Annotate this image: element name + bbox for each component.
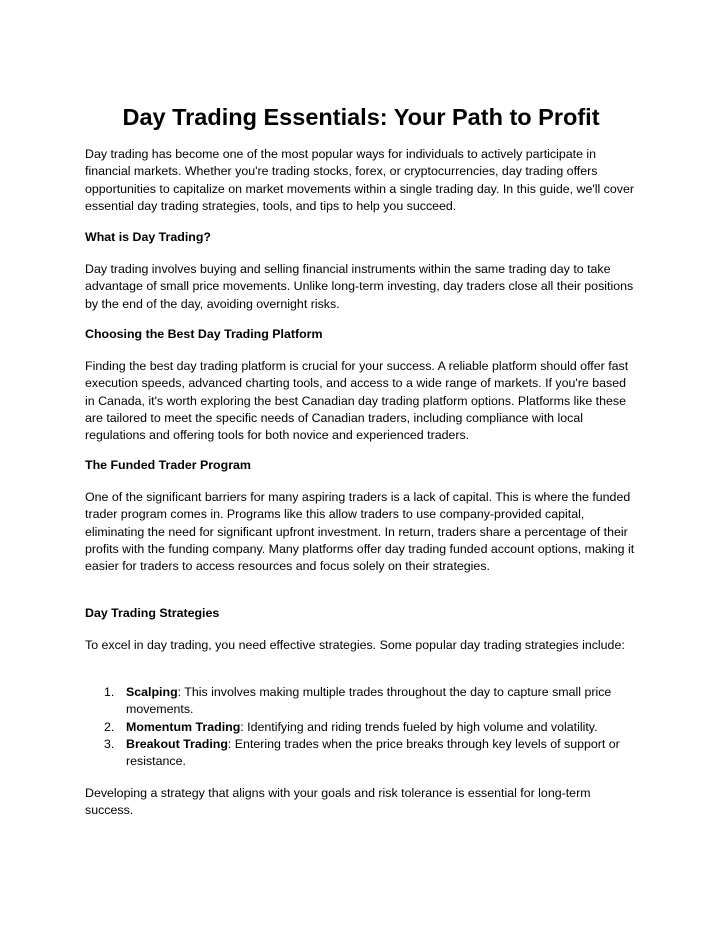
list-item — [85, 684, 637, 719]
list-item — [85, 719, 637, 736]
list-item-term: Momentum Trading — [126, 719, 241, 734]
section-body-what-is: Day trading involves buying and selling financial instruments within the same trading day to take advantage of small price movements. Unlike long-term investing, day traders close all their positions by the end of the day, avoiding overnight risks. — [85, 262, 634, 311]
list-item-description: : Entering trades when the price breaks through key levels of support or resistance. — [126, 736, 620, 769]
intro-paragraph: Day trading has become one of the most popular ways for individuals to actively participate in financial markets. Whether you're trading stocks, forex, or cryptocurrencies, day trading offers opportunities to capitalize on market movements within a single trading day. In this guide, we'll cover essential day trading strategies, tools, and tips to help you succeed. — [85, 147, 634, 213]
page-title: Day Trading Essentials: Your Path to Profit — [122, 104, 600, 130]
list-item — [85, 736, 637, 771]
list-item-number: 1. — [104, 685, 115, 699]
list-item-number: 3. — [104, 736, 115, 751]
section-body-platform: Finding the best day trading platform is crucial for your success. A reliable platform should offer fast execution speeds, advanced charting tools, and access to a wide range of markets. If you're based in Canada, it's worth exploring the best Canadian day trading platform options. Platforms like these are tailored to meet the specific needs of Canadian traders, including compliance with local regulations and offering tools for both novice and experienced traders. — [85, 359, 629, 443]
list-item-term: Scalping — [126, 685, 178, 699]
list-item-number: 2. — [104, 719, 115, 734]
list-item-description: : Identifying and riding trends fueled by high volume and volatility. — [240, 719, 598, 734]
strategy-list — [85, 684, 637, 770]
section-heading-funded: The Funded Trader Program — [85, 458, 251, 472]
section-body-strategies: To excel in day trading, you need effective strategies. Some popular day trading strategies include: — [85, 638, 625, 652]
section-heading-platform: Choosing the Best Day Trading Platform — [85, 327, 323, 341]
section-heading-what-is: What is Day Trading? — [85, 230, 211, 244]
list-item-description: : This involves making multiple trades throughout the day to capture small price movements. — [126, 685, 612, 717]
section-body-funded: One of the significant barriers for many aspiring traders is a lack of capital. This is where the funded trader program comes in. Programs like this allow traders to use company-provided capital, eliminating the need for significant upfront investment. In return, traders share a percentage of their profits with the funding company. Many platforms offer day trading funded account options, making it easier for traders to access resources and focus solely on their strategies. — [85, 490, 635, 574]
list-item-term: Breakout Trading — [126, 736, 228, 751]
closing-paragraph: Developing a strategy that aligns with your goals and risk tolerance is essential for long-term success. — [85, 786, 591, 818]
section-heading-strategies: Day Trading Strategies — [85, 606, 220, 620]
